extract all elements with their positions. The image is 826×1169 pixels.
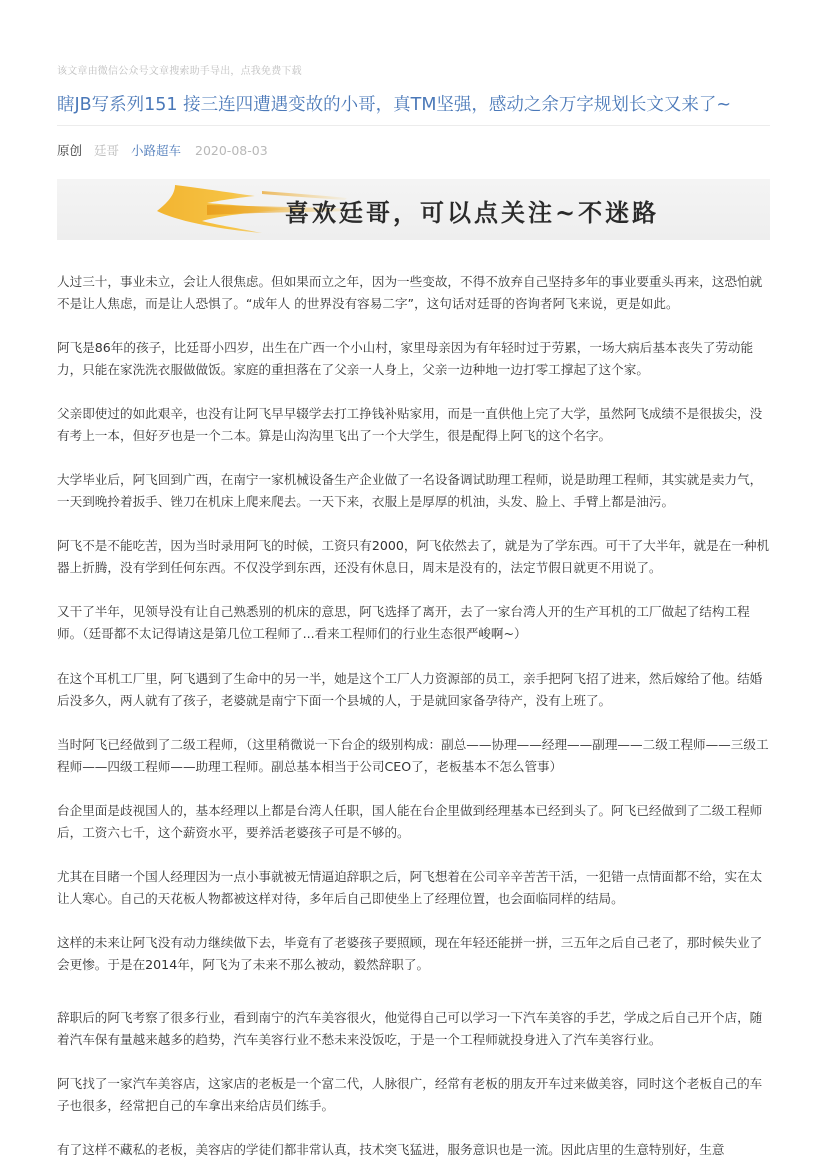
article-meta (57, 141, 276, 159)
article-paragraph: 人过三十，事业未立，会让人很焦虑。但如果而立之年，因为一些变故，不得不放弃自己坚持多年的事业要重头再来，这恐怕就不是让人焦虑，而是让人恐惧了。“成年人 的世界没有容易二字”，这句话对廷哥的咨询者阿飞来说，更是如此。 (57, 274, 763, 311)
article-paragraph: 有了这样不藏私的老板，美容店的学徒们都非常认真，技术突飞猛进，服务意识也是一流。因此店里的生意特别好，生意 (57, 1142, 725, 1157)
title-divider (57, 125, 770, 126)
article-paragraph: 大学毕业后，阿飞回到广西，在南宁一家机械设备生产企业做了一名设备调试助理工程师，说是助理工程师，其实就是卖力气，一天到晚拎着扳手、锉刀在机床上爬来爬去。一天下来，衣服上是厚厚的机油，头发、脸上、手臂上都是油污。 (57, 472, 763, 509)
follow-banner-image (57, 179, 770, 240)
article-paragraph: 这样的未来让阿飞没有动力继续做下去，毕竟有了老婆孩子要照顾，现在年轻还能拼一拼，三五年之后自己老了，那时候失业了会更惨。于是在2014年，阿飞为了未来不那么被动，毅然辞职了。 (57, 935, 763, 972)
original-label: 原创 (57, 143, 83, 158)
account-name-link[interactable]: 小路超车 (131, 143, 182, 158)
export-notice-link[interactable]: 该文章由微信公众号文章搜索助手导出，点我免费下载 (57, 66, 302, 77)
article-paragraph: 辞职后的阿飞考察了很多行业，看到南宁的汽车美容很火，他觉得自己可以学习一下汽车美容的手艺，学成之后自己开个店，随着汽车保有量越来越多的趋势，汽车美容行业不愁未来没饭吃，于是一个工程师就投身进入了汽车美容行业。 (57, 1010, 763, 1047)
article-paragraph: 在这个耳机工厂里，阿飞遇到了生命中的另一半，她是这个工厂人力资源部的员工，亲手把阿飞招了进来，然后嫁给了他。结婚后没多久，两人就有了孩子，老婆就是南宁下面一个县城的人，于是就回家备孕待产，没有上班了。 (57, 671, 763, 708)
article-paragraph: 尤其在目睹一个国人经理因为一点小事就被无情逼迫辞职之后，阿飞想着在公司辛辛苦苦干活，一犯错一点情面都不给，实在太让人寒心。自己的天花板人物都被这样对待，多年后自己即使坐上了经理位置，也会面临同样的结局。 (57, 869, 763, 906)
article-paragraph: 父亲即使过的如此艰辛，也没有让阿飞早早辍学去打工挣钱补贴家用，而是一直供他上完了大学，虽然阿飞成绩不是很拔尖，没有考上一本，但好歹也是一个二本。算是山沟沟里飞出了一个大学生，很是配得上阿飞的这个名字。 (57, 406, 763, 443)
author-name: 廷哥 (94, 143, 120, 158)
banner-slogan: 喜欢廷哥，可以点关注~不迷路 (285, 198, 660, 227)
article-paragraph: 又干了半年，见领导没有让自己熟悉别的机床的意思，阿飞选择了离开，去了一家台湾人开的生产耳机的工厂做起了结构工程师。（廷哥都不太记得请这是第几位工程师了...看来工程师们的行业生态很严峻啊~） (57, 604, 750, 641)
publish-date: 2020-08-03 (195, 143, 268, 158)
article-paragraph: 台企里面是歧视国人的，基本经理以上都是台湾人任职，国人能在台企里做到经理基本已经到头了。阿飞已经做到了二级工程师后，工资六七千，这个薪资水平，要养活老婆孩子可是不够的。 (57, 803, 763, 840)
article-title: 瞎JB写系列151 接三连四遭遇变故的小哥，真TM坚强，感动之余万字规划长文又来了~ (57, 95, 732, 115)
article-paragraph: 阿飞是86年的孩子，比廷哥小四岁，出生在广西一个小山村，家里母亲因为有年轻时过于劳累，一场大病后基本丧失了劳动能力，只能在家洗洗衣服做做饭。家庭的重担落在了父亲一人身上，父亲一边种地一边打零工撑起了这个家。 (57, 340, 754, 377)
article-paragraph: 阿飞不是不能吃苦，因为当时录用阿飞的时候，工资只有2000，阿飞依然去了，就是为了学东西。可干了大半年，就是在一种机器上折腾，没有学到任何东西。不仅没学到东西，还没有休息日，周末是没有的，法定节假日就更不用说了。 (57, 538, 770, 575)
article-paragraph: 阿飞找了一家汽车美容店，这家店的老板是一个富二代，人脉很广，经常有老板的朋友开车过来做美容，同时这个老板自己的车子也很多，经常把自己的车拿出来给店员们练手。 (57, 1076, 763, 1113)
article-paragraph: 当时阿飞已经做到了二级工程师，（这里稍微说一下台企的级别构成：副总——协理——经理——副理——二级工程师——三级工程师——四级工程师——助理工程师。副总基本相当于公司CEO了，老板基本不怎么管事） (57, 737, 769, 774)
